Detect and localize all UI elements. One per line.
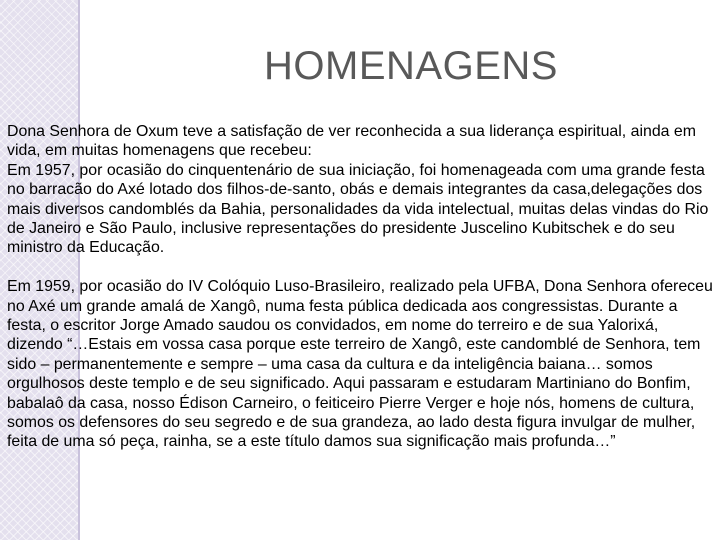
paragraph-spacer (7, 258, 717, 277)
paragraph-intro: Dona Senhora de Oxum teve a satisfação de ver reconhecida a sua liderança espiritual, ainda em vida, em muitas homenagens que recebeu: (7, 123, 697, 160)
slide-title: HOMENAGENS (264, 44, 558, 88)
slide-body (7, 122, 717, 452)
paragraph-1957: Em 1957, por ocasião do cinquentenário de sua iniciação, foi homenageada com uma grande festa no barracão do Axé lotado dos filhos-de-santo, obás e demais integrantes da casa,delegações dos mais diversos candomblés da Bahia, personalidades da vida intelectual, muitas delas vindas do Rio de Janeiro e São Paulo, inclusive representações do presidente Juscelino Kubitschek e do seu ministro da Educação. (7, 161, 709, 257)
paragraph-1959: Em 1959, por ocasião do IV Colóquio Luso-Brasileiro, realizado pela UFBA, Dona Senhora ofereceu no Axé um grande amalá de Xangô, numa festa pública dedicada aos congressistas. Durante a festa, o escritor Jorge Amado saudou os convidados, em nome do terreiro e de sua Yalorixá, dizendo “…Estais em vossa casa porque este terreiro de Xangô, este candomblé de Senhora, tem sido – permanentemente e sempre – uma casa da cultura e da inteligência baiana… somos orgulhosos deste templo e de seu significado. Aqui passaram e estudaram Martiniano do Bonfim, babalaô da casa, nosso Édison Carneiro, o feiticeiro Pierre Verger e hoje nós, homens de cultura, somos os defensores do seu segredo e de sua grandeza, ao lado desta figura invulgar de mulher, feita de uma só peça, rainha, se a este título damos sua significação mais profunda…” (7, 278, 713, 451)
